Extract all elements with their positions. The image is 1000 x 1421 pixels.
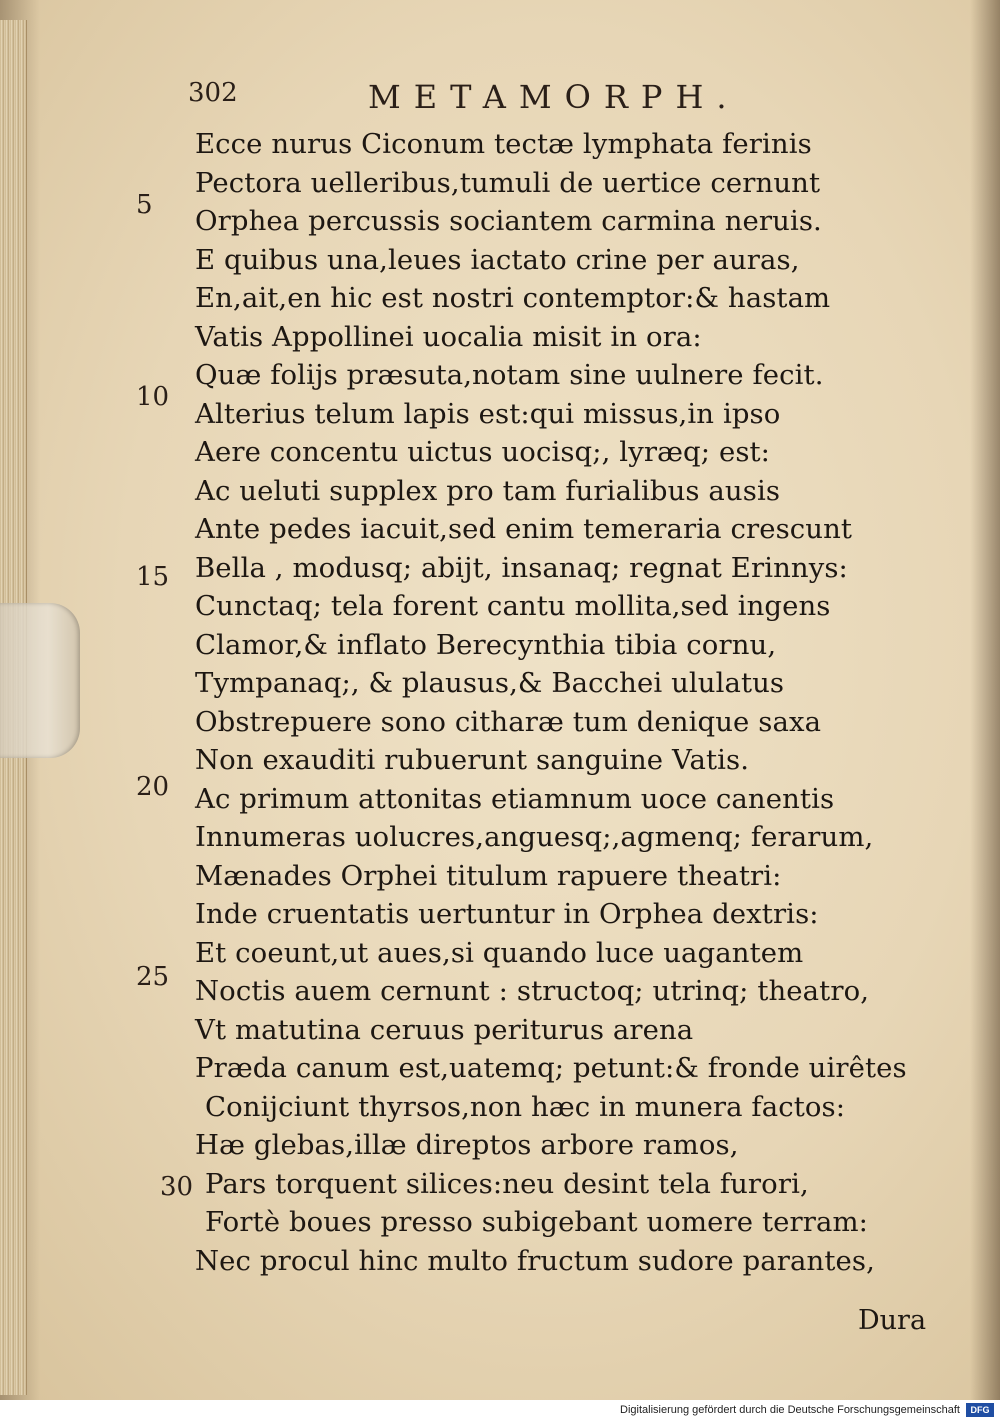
text-line: Conijciunt thyrsos,non hæc in munera factos: [205,1090,846,1123]
text-line: Pectora uelleribus,tumuli de uertice cernunt [195,166,821,199]
line-number: 10 [136,382,170,412]
text-line: Clamor,& inflato Berecynthia tibia cornu, [195,628,777,661]
dfg-logo-icon: DFG [966,1403,994,1417]
text-line: Ante pedes iacuit,sed enim temeraria crescunt [195,513,853,545]
text-line: Orphea percussis sociantem carmina neruis. [195,205,822,237]
line-number: 25 [136,962,170,992]
text-line: Obstrepuere sono citharæ tum denique saxa [195,705,822,738]
page-header [188,78,848,120]
text-line: Et coeunt,ut aues,si quando luce uagantem [195,936,804,969]
text-line: Non exauditi rubuerunt sanguine Vatis. [195,744,750,776]
line-number: 20 [136,772,170,802]
book-clasp-tab [0,603,80,758]
text-line: En,ait,en hic est nostri contemptor:& hastam [195,282,831,314]
text-line: Mænades Orphei titulum rapuere theatri: [195,859,782,892]
text-line: Præda canum est,uatemq; petunt:& fronde uirêtes [195,1052,907,1084]
text-line: Bella , modusq; abijt, insanaq; regnat Erinnys: [195,551,848,584]
text-line: Quæ folijs præsuta,notam sine uulnere fecit. [195,359,824,391]
text-line: Ac primum attonitas etiamnum uoce canentis [195,782,835,815]
text-line: Ecce nurus Ciconum tectæ lymphata ferinis [195,128,812,160]
line-number: 15 [136,562,170,592]
text-line: Ac ueluti supplex pro tam furialibus ausis [195,474,781,507]
text-line: Tympanaq;, & plausus,& Bacchei ululatus [195,667,785,699]
line-number: 5 [136,190,153,220]
text-line: Vatis Appollinei uocalia misit in ora: [195,320,702,353]
funding-credit: Digitalisierung gefördert durch die Deutsche Forschungsgemeinschaft [620,1404,960,1416]
running-head: METAMORPH. [368,78,740,116]
digitization-footer [0,1400,1000,1421]
text-line: Pars torquent silices:neu desint tela furori, [205,1167,809,1200]
text-line: Vt matutina ceruus periturus arena [195,1013,694,1046]
text-line: E quibus una,leues iactato crine per auras, [195,243,800,276]
text-line: Aere concentu uictus uocisq;, lyræq; est: [195,436,771,468]
text-line: Hæ glebas,illæ direptos arbore ramos, [195,1129,739,1161]
poem-text [195,125,955,1280]
text-line: Inde cruentatis uertuntur in Orphea dextris: [195,898,819,930]
text-line: Fortè boues presso subigebant uomere terram: [205,1206,869,1238]
text-line: Nec procul hinc multo fructum sudore parantes, [195,1244,875,1277]
catchword: Dura [858,1305,927,1336]
text-line: Noctis auem cernunt : structoq; utrinq; theatro, [195,975,870,1007]
text-line: Alterius telum lapis est:qui missus,in ipso [195,397,781,430]
line-number: 30 [160,1172,194,1202]
folio-number: 302 [188,78,238,108]
text-line: Innumeras uolucres,anguesq;,agmenq; ferarum, [195,821,874,853]
text-line: Cunctaq; tela forent cantu mollita,sed ingens [195,590,831,622]
